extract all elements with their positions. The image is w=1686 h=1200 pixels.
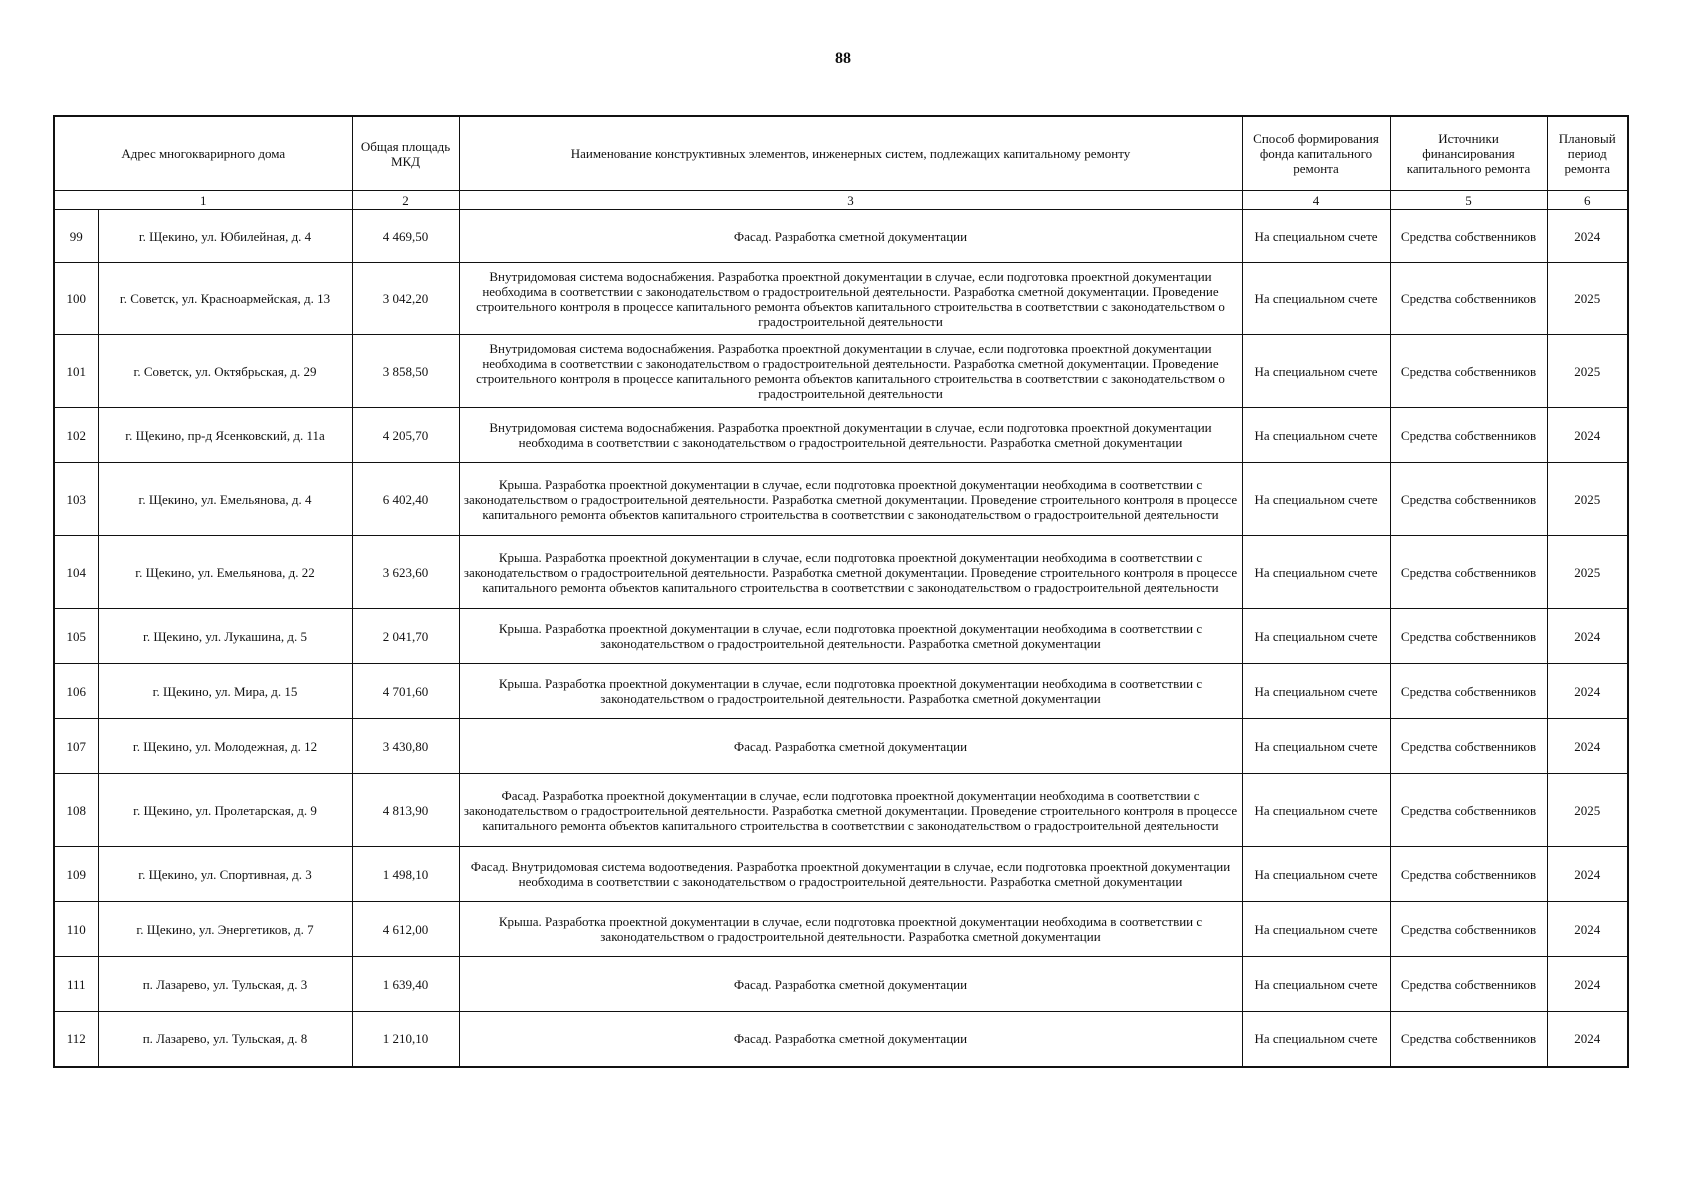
header-area: Общая площадь МКД [352, 116, 459, 191]
finance-source-cell: Средства собственников [1390, 902, 1547, 957]
period-cell: 2024 [1547, 957, 1628, 1012]
period-cell: 2025 [1547, 335, 1628, 408]
table-row [54, 1012, 1628, 1067]
area-cell: 4 469,50 [352, 210, 459, 263]
column-number: 3 [459, 191, 1242, 210]
row-number: 102 [54, 408, 98, 463]
period-cell: 2024 [1547, 408, 1628, 463]
address-cell: г. Щекино, ул. Энергетиков, д. 7 [98, 902, 352, 957]
works-cell: Фасад. Внутридомовая система водоотведения. Разработка проектной документации в случае, если подготовка проектной документации необходима в соответствии с законодательством о градостроительной деятельности. Разработка сметной документации [459, 847, 1242, 902]
period-cell: 2024 [1547, 847, 1628, 902]
works-cell: Крыша. Разработка проектной документации в случае, если подготовка проектной документации необходима в соответствии с законодательством о градостроительной деятельности. Разработка сметной документации [459, 609, 1242, 664]
fund-method-cell: На специальном счете [1242, 463, 1390, 536]
column-number: 5 [1390, 191, 1547, 210]
address-cell: г. Щекино, ул. Емельянова, д. 4 [98, 463, 352, 536]
address-cell: г. Советск, ул. Красноармейская, д. 13 [98, 263, 352, 335]
finance-source-cell: Средства собственников [1390, 664, 1547, 719]
row-number: 106 [54, 664, 98, 719]
works-cell: Фасад. Разработка проектной документации в случае, если подготовка проектной документации необходима в соответствии с законодательством о градостроительной деятельности. Разработка сметной документации. Проведение строительного контроля в процессе капитального ремонта объектов капитального строительства в соответствии с законодательством о градостроительной деятельности [459, 774, 1242, 847]
address-cell: п. Лазарево, ул. Тульская, д. 8 [98, 1012, 352, 1067]
area-cell: 4 612,00 [352, 902, 459, 957]
area-cell: 4 813,90 [352, 774, 459, 847]
works-cell: Внутридомовая система водоснабжения. Разработка проектной документации в случае, если подготовка проектной документации необходима в соответствии с законодательством о градостроительной деятельности. Разработка сметной документации. Проведение строительного контроля в процессе капитального ремонта объектов капитального строительства в соответствии с законодательством о градостроительной деятельности [459, 335, 1242, 408]
fund-method-cell: На специальном счете [1242, 847, 1390, 902]
fund-method-cell: На специальном счете [1242, 957, 1390, 1012]
row-number: 101 [54, 335, 98, 408]
row-number: 109 [54, 847, 98, 902]
area-cell: 3 623,60 [352, 536, 459, 609]
address-cell: г. Щекино, ул. Спортивная, д. 3 [98, 847, 352, 902]
finance-source-cell: Средства собственников [1390, 1012, 1547, 1067]
finance-source-cell: Средства собственников [1390, 847, 1547, 902]
row-number: 107 [54, 719, 98, 774]
row-number: 112 [54, 1012, 98, 1067]
works-cell: Крыша. Разработка проектной документации в случае, если подготовка проектной документации необходима в соответствии с законодательством о градостроительной деятельности. Разработка сметной документации. Проведение строительного контроля в процессе капитального ремонта объектов капитального строительства в соответствии с законодательством о градостроительной деятельности [459, 463, 1242, 536]
finance-source-cell: Средства собственников [1390, 263, 1547, 335]
finance-source-cell: Средства собственников [1390, 609, 1547, 664]
area-cell: 2 041,70 [352, 609, 459, 664]
row-number: 105 [54, 609, 98, 664]
column-number: 6 [1547, 191, 1628, 210]
table-row [54, 664, 1628, 719]
address-cell: г. Щекино, ул. Молодежная, д. 12 [98, 719, 352, 774]
column-number-row [54, 191, 1628, 210]
area-cell: 3 042,20 [352, 263, 459, 335]
fund-method-cell: На специальном счете [1242, 263, 1390, 335]
row-number: 111 [54, 957, 98, 1012]
fund-method-cell: На специальном счете [1242, 210, 1390, 263]
period-cell: 2024 [1547, 210, 1628, 263]
fund-method-cell: На специальном счете [1242, 902, 1390, 957]
fund-method-cell: На специальном счете [1242, 1012, 1390, 1067]
finance-source-cell: Средства собственников [1390, 335, 1547, 408]
header-period: Плановый период ремонта [1547, 116, 1628, 191]
period-cell: 2025 [1547, 263, 1628, 335]
row-number: 104 [54, 536, 98, 609]
period-cell: 2025 [1547, 463, 1628, 536]
fund-method-cell: На специальном счете [1242, 664, 1390, 719]
table-row [54, 902, 1628, 957]
table-row [54, 335, 1628, 408]
address-cell: г. Щекино, ул. Лукашина, д. 5 [98, 609, 352, 664]
address-cell: г. Щекино, ул. Юбилейная, д. 4 [98, 210, 352, 263]
table-row [54, 408, 1628, 463]
row-number: 103 [54, 463, 98, 536]
table-row [54, 847, 1628, 902]
finance-source-cell: Средства собственников [1390, 536, 1547, 609]
finance-source-cell: Средства собственников [1390, 463, 1547, 536]
capital-repair-table [53, 115, 1629, 1068]
header-works: Наименование конструктивных элементов, инженерных систем, подлежащих капитальному ремонту [459, 116, 1242, 191]
fund-method-cell: На специальном счете [1242, 335, 1390, 408]
column-number: 1 [54, 191, 352, 210]
table-row [54, 463, 1628, 536]
works-cell: Фасад. Разработка сметной документации [459, 719, 1242, 774]
finance-source-cell: Средства собственников [1390, 774, 1547, 847]
area-cell: 1 639,40 [352, 957, 459, 1012]
period-cell: 2024 [1547, 1012, 1628, 1067]
column-number: 2 [352, 191, 459, 210]
address-cell: г. Щекино, ул. Емельянова, д. 22 [98, 536, 352, 609]
area-cell: 4 205,70 [352, 408, 459, 463]
area-cell: 6 402,40 [352, 463, 459, 536]
table-body [54, 210, 1628, 1067]
row-number: 99 [54, 210, 98, 263]
works-cell: Внутридомовая система водоснабжения. Разработка проектной документации в случае, если подготовка проектной документации необходима в соответствии с законодательством о градостроительной деятельности. Разработка сметной документации. Проведение строительного контроля в процессе капитального ремонта объектов капитального строительства в соответствии с законодательством о градостроительной деятельности [459, 263, 1242, 335]
area-cell: 3 858,50 [352, 335, 459, 408]
area-cell: 4 701,60 [352, 664, 459, 719]
address-cell: г. Щекино, пр-д Ясенковский, д. 11а [98, 408, 352, 463]
works-cell: Внутридомовая система водоснабжения. Разработка проектной документации в случае, если подготовка проектной документации необходима в соответствии с законодательством о градостроительной деятельности. Разработка сметной документации [459, 408, 1242, 463]
period-cell: 2025 [1547, 774, 1628, 847]
header-fund-method: Способ формирования фонда капитального ремонта [1242, 116, 1390, 191]
header-finance-source: Источники финансирования капитального ремонта [1390, 116, 1547, 191]
fund-method-cell: На специальном счете [1242, 719, 1390, 774]
row-number: 100 [54, 263, 98, 335]
row-number: 110 [54, 902, 98, 957]
period-cell: 2024 [1547, 902, 1628, 957]
works-cell: Крыша. Разработка проектной документации в случае, если подготовка проектной документации необходима в соответствии с законодательством о градостроительной деятельности. Разработка сметной документации. Проведение строительного контроля в процессе капитального ремонта объектов капитального строительства в соответствии с законодательством о градостроительной деятельности [459, 536, 1242, 609]
table-header-row [54, 116, 1628, 191]
works-cell: Фасад. Разработка сметной документации [459, 1012, 1242, 1067]
period-cell: 2024 [1547, 664, 1628, 719]
column-number: 4 [1242, 191, 1390, 210]
address-cell: г. Советск, ул. Октябрьская, д. 29 [98, 335, 352, 408]
area-cell: 1 210,10 [352, 1012, 459, 1067]
table-row [54, 263, 1628, 335]
page-number: 88 [835, 50, 851, 67]
fund-method-cell: На специальном счете [1242, 536, 1390, 609]
fund-method-cell: На специальном счете [1242, 609, 1390, 664]
area-cell: 1 498,10 [352, 847, 459, 902]
header-address: Адрес многокварирного дома [54, 116, 352, 191]
works-cell: Фасад. Разработка сметной документации [459, 957, 1242, 1012]
table-row [54, 719, 1628, 774]
finance-source-cell: Средства собственников [1390, 719, 1547, 774]
address-cell: г. Щекино, ул. Мира, д. 15 [98, 664, 352, 719]
table-row [54, 957, 1628, 1012]
finance-source-cell: Средства собственников [1390, 408, 1547, 463]
address-cell: п. Лазарево, ул. Тульская, д. 3 [98, 957, 352, 1012]
row-number: 108 [54, 774, 98, 847]
works-cell: Крыша. Разработка проектной документации в случае, если подготовка проектной документации необходима в соответствии с законодательством о градостроительной деятельности. Разработка сметной документации [459, 902, 1242, 957]
finance-source-cell: Средства собственников [1390, 210, 1547, 263]
finance-source-cell: Средства собственников [1390, 957, 1547, 1012]
works-cell: Крыша. Разработка проектной документации в случае, если подготовка проектной документации необходима в соответствии с законодательством о градостроительной деятельности. Разработка сметной документации [459, 664, 1242, 719]
period-cell: 2024 [1547, 719, 1628, 774]
table-row [54, 774, 1628, 847]
address-cell: г. Щекино, ул. Пролетарская, д. 9 [98, 774, 352, 847]
period-cell: 2025 [1547, 536, 1628, 609]
fund-method-cell: На специальном счете [1242, 408, 1390, 463]
table-row [54, 210, 1628, 263]
table-row [54, 536, 1628, 609]
area-cell: 3 430,80 [352, 719, 459, 774]
table-row [54, 609, 1628, 664]
works-cell: Фасад. Разработка сметной документации [459, 210, 1242, 263]
fund-method-cell: На специальном счете [1242, 774, 1390, 847]
period-cell: 2024 [1547, 609, 1628, 664]
